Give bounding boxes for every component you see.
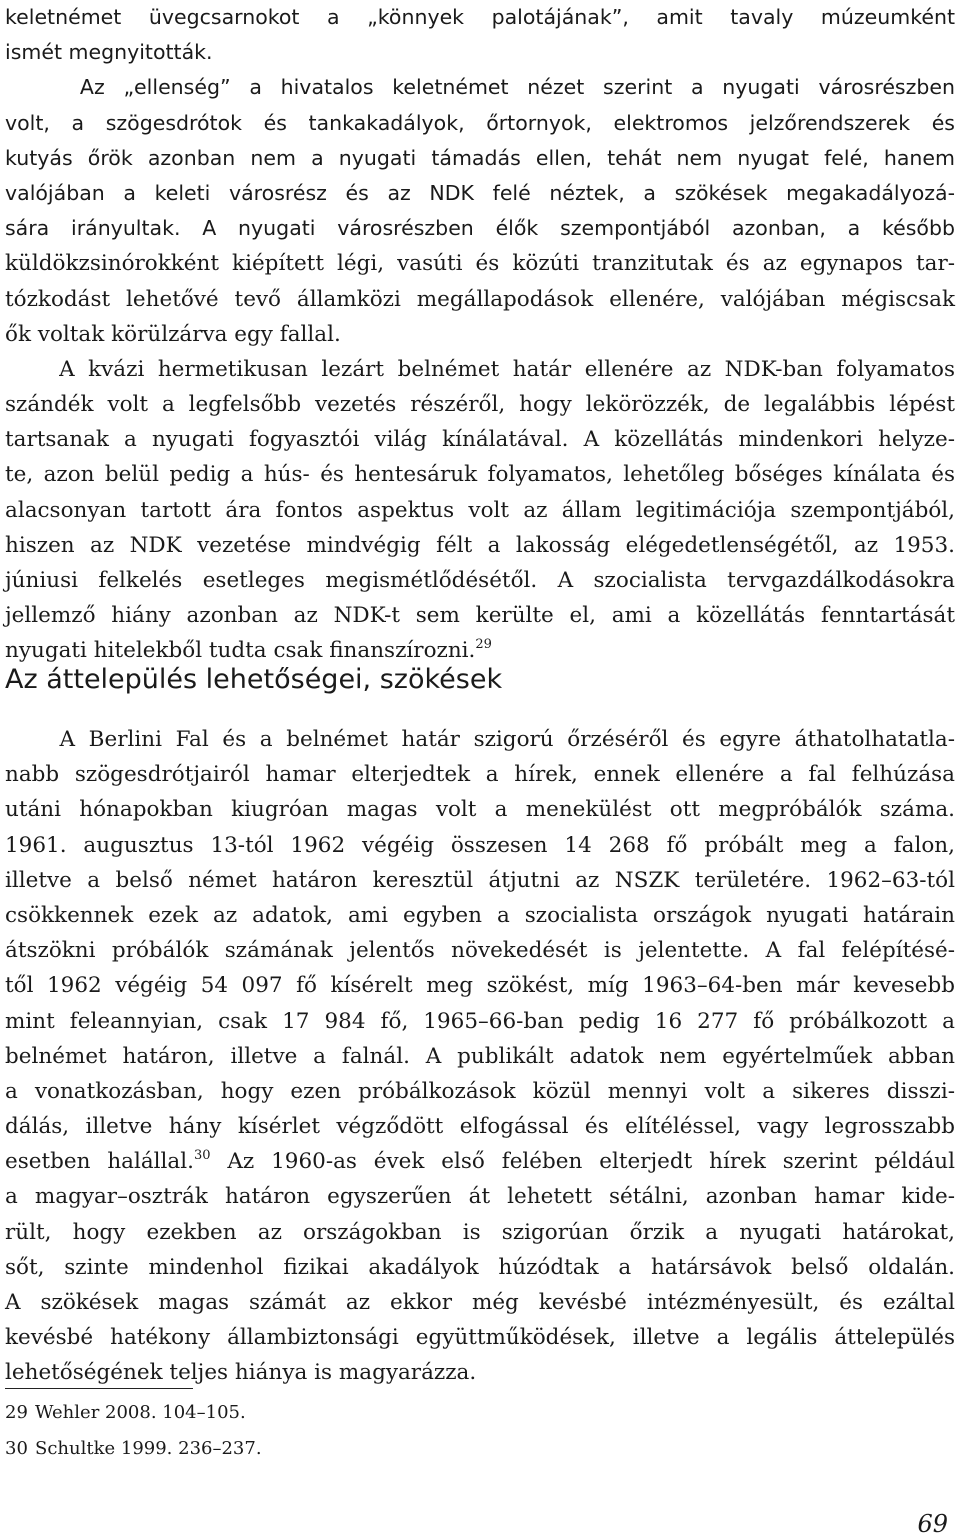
text-line: [5, 493, 955, 528]
text-line: [5, 563, 955, 598]
line-text: volt, a szögesdrótok és tankakadályok, őrtornyok, elektromos jelzőrendszerek és: [5, 110, 955, 135]
text-line: [5, 1320, 955, 1355]
text-line: [5, 1004, 955, 1039]
footnote-text: Wehler 2008. 104–105.: [35, 1402, 246, 1423]
footnote-ref: 29: [475, 637, 492, 653]
text-line: [5, 1285, 955, 1320]
line-text: belnémet határon, illetve a falnál. A publikált adatok nem egyértelműek abban: [5, 1043, 955, 1069]
text-line: [5, 70, 955, 105]
line-text: A Berlini Fal és a belnémet határ szigorú őrzéséről és egyre áthatolhatatla-: [5, 727, 955, 752]
text-line: [5, 757, 955, 792]
text-line: [5, 933, 955, 968]
text-line: [5, 828, 955, 863]
line-text: sára irányultak. A nyugati városrészben élők szempontjából azonban, a később: [5, 216, 955, 241]
line-text: A szökések magas számát az ekkor még kevésbé intézményesült, és ezáltal: [5, 1290, 955, 1315]
footnote-29: [5, 1400, 246, 1426]
line-text: dálás, illetve hány kísérlet végződött elfogással és elítéléssel, vagy legrosszabb: [5, 1114, 955, 1140]
text-line: [5, 1074, 955, 1109]
line-text: illetve a belső német határon keresztül átjutni az NSZK területére. 1962–63-tól: [5, 867, 955, 893]
text-line: [5, 898, 955, 933]
line-text: csökkennek ezek az adatok, ami egyben a szocialista országok nyugati határain: [5, 902, 955, 928]
text-line: [5, 106, 955, 141]
text-line: [5, 722, 955, 757]
text-line: [5, 1144, 955, 1179]
line-text: júniusi felkelés esetleges megismétlődésétől. A szocialista tervgazdálkodásokra: [5, 568, 955, 593]
text-line: [5, 792, 955, 827]
footnote-ref: 30: [193, 1148, 211, 1164]
text-line: [5, 1355, 955, 1390]
footnote-30: [5, 1436, 262, 1462]
text-line: [5, 1215, 955, 1250]
text-line: [5, 141, 955, 176]
line-text: a magyar–osztrák határon egyszerűen át lehetett sétálni, azonban hamar kide-: [5, 1184, 955, 1210]
text-line: [5, 1039, 955, 1074]
line-text-continued: Az 1960-as évek első felében elterjedt hírek szerint például: [210, 1149, 955, 1175]
text-line: [5, 317, 955, 352]
line-text: te, azon belül pedig a hús- és hentesáruk folyamatos, lehetőleg bőséges kínálata és: [5, 462, 955, 488]
line-text: szándék volt a legfelsőbb vezetés részéről, hogy lekörözzék, de legalábbis lépést: [5, 392, 955, 418]
text-line: [5, 457, 955, 492]
line-text: től 1962 végéig 54 097 fő kísérelt meg szökést, míg 1963–64-ben már kevesebb: [5, 973, 955, 999]
line-text: 1961. augusztus 13-tól 1962 végéig összesen 14 268 fő próbált meg a falon,: [5, 832, 955, 858]
line-text: alacsonyan tartott ára fontos aspektus volt az állam legitimációja szempontjából,: [5, 497, 955, 523]
line-text: valójában a keleti városrész és az NDK felé néztek, a szökések megakadályozá-: [5, 180, 955, 205]
line-text: tartsanak a nyugati fogyasztói világ kínálatával. A közellátás mindenkori helyze-: [5, 427, 955, 453]
text-line: [5, 176, 955, 211]
line-text: mint feleannyian, csak 17 984 fő, 1965–66-ban pedig 16 277 fő próbálkozott a: [5, 1008, 955, 1034]
page-number: 69: [917, 1510, 948, 1538]
line-text: kutyás őrök azonban nem a nyugati támadás ellen, tehát nem nyugat felé, hanem: [5, 145, 955, 170]
line-text: nyugati hitelekből tudta csak finanszírozni.: [5, 638, 476, 664]
line-text: a vonatkozásban, hogy ezen próbálkozások közül mennyi volt a sikeres disszi-: [5, 1078, 955, 1104]
footnote-text: Schultke 1999. 236–237.: [35, 1438, 262, 1459]
text-line: [5, 0, 955, 35]
line-text: ismét megnyitották.: [5, 40, 213, 65]
text-line: [5, 968, 955, 1003]
text-line: [5, 863, 955, 898]
text-line: [5, 1179, 955, 1214]
footnote-number: 29: [5, 1402, 28, 1423]
footnote-divider: [5, 1388, 193, 1389]
paragraph-block-top: [5, 0, 955, 669]
line-text: jellemző hiány azonban az NDK-t sem kerülte el, ami a közellátás fenntartását: [5, 603, 955, 629]
paragraph-block-section: [5, 722, 955, 1391]
line-text: esetben halállal.: [5, 1149, 194, 1175]
line-text: rült, hogy ezekben az országokban is szigorúan őrzik a nyugati határokat,: [5, 1219, 955, 1245]
line-text: A kvázi hermetikusan lezárt belnémet határ ellenére az NDK-ban folyamatos: [5, 356, 955, 382]
section-heading: Az áttelepülés lehetőségei, szökések: [5, 664, 503, 695]
line-text: kevésbé hatékony állambiztonsági együttműködések, illetve a legális áttelepülés: [5, 1325, 955, 1351]
text-line: [5, 387, 955, 422]
line-text: átszökni próbálók számának jelentős növekedését is jelentette. A fal felépítésé-: [5, 938, 955, 964]
text-line: [5, 211, 955, 246]
line-text: Az „ellenség” a hivatalos keletnémet nézet szerint a nyugati városrészben: [5, 75, 955, 100]
line-text: keletnémet üvegcsarnokot a „könnyek palotájának”, amit tavaly múzeumként: [5, 5, 955, 29]
line-text: ők voltak körülzárva egy fallal.: [5, 321, 341, 347]
text-line: [5, 422, 955, 457]
line-text: hiszen az NDK vezetése mindvégig félt a lakosság elégedetlenségétől, az 1953.: [5, 532, 955, 558]
line-text: nabb szögesdrótjairól hamar elterjedtek a hírek, ennek ellenére a fal felhúzása: [5, 762, 955, 788]
text-line: [5, 1250, 955, 1285]
text-line: [5, 598, 955, 633]
text-line: [5, 246, 955, 281]
line-text: sőt, szinte mindenhol fizikai akadályok húzódtak a határsávok belső oldalán.: [5, 1254, 955, 1280]
text-line: [5, 1109, 955, 1144]
text-line: [5, 528, 955, 563]
line-text: küldökzsinórokként kiépített légi, vasúti és közúti tranzitutak és az egynapos tar-: [5, 251, 955, 277]
text-line: [5, 352, 955, 387]
line-text: utáni hónapokban kiugróan magas volt a menekülést ott megpróbálók száma.: [5, 797, 955, 823]
text-line: [5, 282, 955, 317]
text-line: [5, 35, 955, 70]
footnote-number: 30: [5, 1438, 28, 1459]
line-text: lehetőségének teljes hiánya is magyarázza.: [5, 1360, 477, 1386]
line-text: tózkodást lehetővé tevő államközi megállapodások ellenére, valójában mégiscsak: [5, 286, 955, 312]
